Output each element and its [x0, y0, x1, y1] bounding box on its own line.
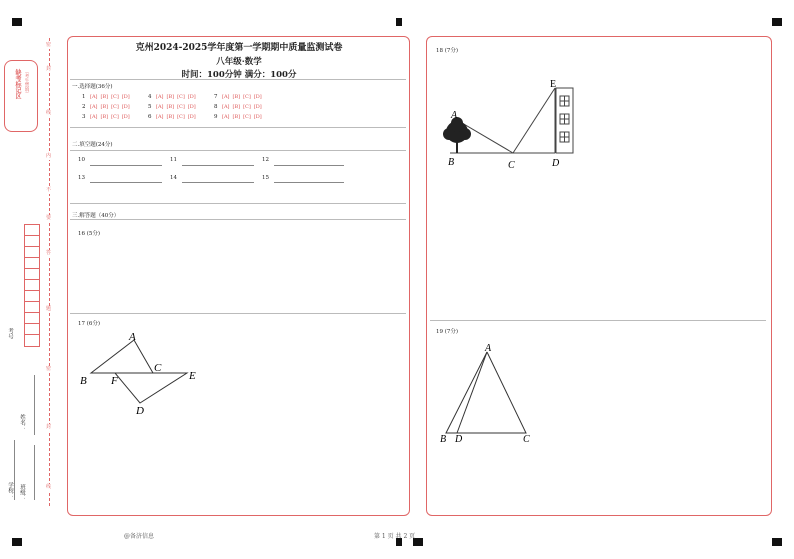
divider [70, 127, 406, 128]
registration-mark-bottom-left [12, 538, 22, 546]
choice-question-number: 2 [82, 104, 86, 110]
registration-mark-top-right [772, 18, 782, 26]
choice-option-bubble[interactable]: [A] [156, 94, 164, 100]
page-number: 第 1 页 共 2 页 [374, 533, 416, 540]
divider [70, 313, 406, 314]
fig17-label-A: A [129, 331, 136, 343]
fill-item-15-field[interactable] [274, 182, 344, 183]
exam-title: 克州2024-2025学年度第一学期期中质量监测试卷 [135, 43, 343, 53]
fill-item-12-field[interactable] [274, 165, 344, 166]
absent-mark-sublabel: （考生禁填） [24, 69, 29, 96]
absent-mark-label: 缺考标记区 [14, 69, 21, 99]
choice-option-bubble[interactable]: [D] [121, 114, 130, 120]
figure-q18 [438, 74, 580, 174]
figure-q19 [436, 340, 546, 448]
q18-label: 18 (7分) [436, 48, 459, 54]
class-label: 班级： [19, 484, 25, 501]
name-field[interactable] [34, 375, 35, 435]
choice-question-number: 9 [214, 114, 218, 120]
fill-item-13-field[interactable] [90, 182, 162, 183]
choice-question-number: 5 [148, 104, 152, 110]
school-label: 学校： [7, 482, 13, 499]
fig17-label-B: B [80, 375, 87, 387]
fig18-label-E: E [550, 79, 557, 90]
choice-option-bubble[interactable]: [C] [243, 114, 251, 120]
choice-option-bubble[interactable]: [B] [166, 104, 175, 110]
fill-item-10-label: 10 [78, 157, 85, 163]
school-field[interactable] [14, 440, 15, 500]
choice-option-bubble[interactable]: [D] [253, 104, 262, 110]
fig17-label-F: F [111, 375, 118, 387]
registration-mark-top-left [12, 18, 22, 26]
choice-question [82, 104, 133, 110]
fill-item-11-field[interactable] [182, 165, 254, 166]
registration-mark-top-mid [396, 18, 402, 26]
q17-label: 17 (6分) [78, 321, 101, 327]
cut-mark-char: 答 [46, 250, 52, 256]
tree-icon [443, 117, 471, 153]
choice-option-bubble[interactable]: [D] [187, 114, 196, 120]
choice-option-bubble[interactable]: [B] [100, 104, 109, 110]
fill-item-15-label: 15 [262, 175, 269, 181]
cut-mark-char: 不 [46, 187, 52, 193]
choice-option-bubble[interactable]: [B] [166, 114, 175, 120]
fig18-label-A: A [451, 110, 458, 121]
divider [70, 203, 406, 204]
fig17-label-D: D [136, 405, 144, 417]
choice-question [148, 114, 199, 120]
choice-option-bubble[interactable]: [C] [111, 104, 119, 110]
name-label: 姓名： [19, 414, 25, 431]
fill-item-11-label: 11 [170, 157, 177, 163]
fig18-label-C: C [508, 160, 515, 171]
exam-grade-subject: 八年级·数学 [216, 57, 262, 67]
cut-mark-char: 密 [46, 42, 52, 48]
choice-question [214, 94, 265, 100]
footer-left: @备济信息 [124, 533, 155, 540]
fig19-label-A: A [485, 343, 492, 354]
choice-option-bubble[interactable]: [C] [177, 104, 185, 110]
choice-option-bubble[interactable]: [C] [177, 114, 185, 120]
cut-mark-char: 封 [46, 424, 52, 430]
choice-question-number: 1 [82, 94, 86, 100]
choice-option-bubble[interactable]: [B] [232, 94, 241, 100]
choice-option-bubble[interactable]: [C] [177, 94, 185, 100]
binding-cut-line [49, 38, 50, 506]
exam-time-score: 时间：100分钟 满分：100分 [181, 70, 297, 80]
choice-option-bubble[interactable]: [A] [156, 114, 164, 120]
exam-no-label: 考号 [7, 328, 13, 339]
choice-option-bubble[interactable]: [B] [166, 94, 175, 100]
divider [70, 219, 406, 220]
choice-option-bubble[interactable]: [A] [90, 94, 98, 100]
choice-section-title: 一.选择题(36分) [72, 84, 113, 90]
choice-option-bubble[interactable]: [C] [243, 104, 251, 110]
choice-option-bubble[interactable]: [B] [232, 104, 241, 110]
solve-section-title: 三.解答题（40分） [72, 213, 120, 219]
fig18-label-D: D [552, 158, 560, 169]
fig18-label-B: B [448, 157, 455, 168]
fill-section-title: 二.填空题(24分) [72, 142, 113, 148]
cut-mark-char: 线 [46, 484, 52, 490]
figure-q17 [78, 328, 208, 420]
q19-label: 19 (7分) [436, 329, 459, 335]
choice-option-bubble[interactable]: [C] [111, 94, 119, 100]
choice-option-bubble[interactable]: [A] [222, 94, 230, 100]
choice-question [214, 114, 265, 120]
divider [430, 320, 766, 321]
absent-mark-box[interactable] [4, 60, 38, 132]
choice-question-number: 6 [148, 114, 152, 120]
fill-item-12-label: 12 [262, 157, 269, 163]
cut-mark-char: 封 [46, 66, 52, 72]
fill-item-10-field[interactable] [90, 165, 162, 166]
choice-option-bubble[interactable]: [A] [90, 114, 98, 120]
choice-option-bubble[interactable]: [D] [121, 94, 130, 100]
choice-option-bubble[interactable]: [D] [253, 114, 262, 120]
choice-option-bubble[interactable]: [D] [121, 104, 130, 110]
fig17-label-E: E [189, 370, 196, 382]
fig19-label-B: B [440, 434, 447, 445]
choice-option-bubble[interactable]: [C] [111, 114, 119, 120]
choice-option-bubble[interactable]: [D] [187, 104, 196, 110]
choice-option-bubble[interactable]: [A] [156, 104, 164, 110]
divider [70, 150, 406, 151]
divider [70, 79, 406, 80]
choice-option-bubble[interactable]: [B] [100, 94, 109, 100]
choice-question-number: 4 [148, 94, 152, 100]
choice-option-bubble[interactable]: [A] [222, 104, 230, 110]
choice-option-bubble[interactable]: [D] [187, 94, 196, 100]
choice-question [214, 104, 265, 110]
fig17-label-C: C [154, 362, 162, 374]
choice-option-bubble[interactable]: [B] [100, 114, 109, 120]
choice-option-bubble[interactable]: [C] [243, 94, 251, 100]
choice-question [82, 94, 133, 100]
choice-question-number: 8 [214, 104, 218, 110]
fill-item-13-label: 13 [78, 175, 85, 181]
cut-mark-char: 密 [46, 366, 52, 372]
fill-item-14-field[interactable] [182, 182, 254, 183]
choice-option-bubble[interactable]: [D] [253, 94, 262, 100]
choice-option-bubble[interactable]: [B] [232, 114, 241, 120]
fig19-label-C: C [523, 434, 530, 445]
cut-mark-char: 题 [46, 306, 52, 312]
cut-mark-char: 线 [46, 110, 52, 116]
choice-question [148, 94, 199, 100]
fig19-label-D: D [455, 434, 463, 445]
cut-mark-char: 内 [46, 153, 52, 159]
choice-question [148, 104, 199, 110]
cut-mark-char: 要 [46, 215, 52, 221]
class-field[interactable] [34, 445, 35, 500]
exam-number-grid[interactable] [24, 224, 40, 347]
choice-option-bubble[interactable]: [A] [222, 114, 230, 120]
choice-question [82, 114, 133, 120]
q16-label: 16 (5分) [78, 231, 101, 237]
registration-mark-bottom-right [772, 538, 782, 546]
choice-option-bubble[interactable]: [A] [90, 104, 98, 110]
fill-item-14-label: 14 [170, 175, 177, 181]
choice-question-number: 3 [82, 114, 86, 120]
answer-area-q16[interactable] [72, 222, 406, 312]
choice-question-number: 7 [214, 94, 218, 100]
